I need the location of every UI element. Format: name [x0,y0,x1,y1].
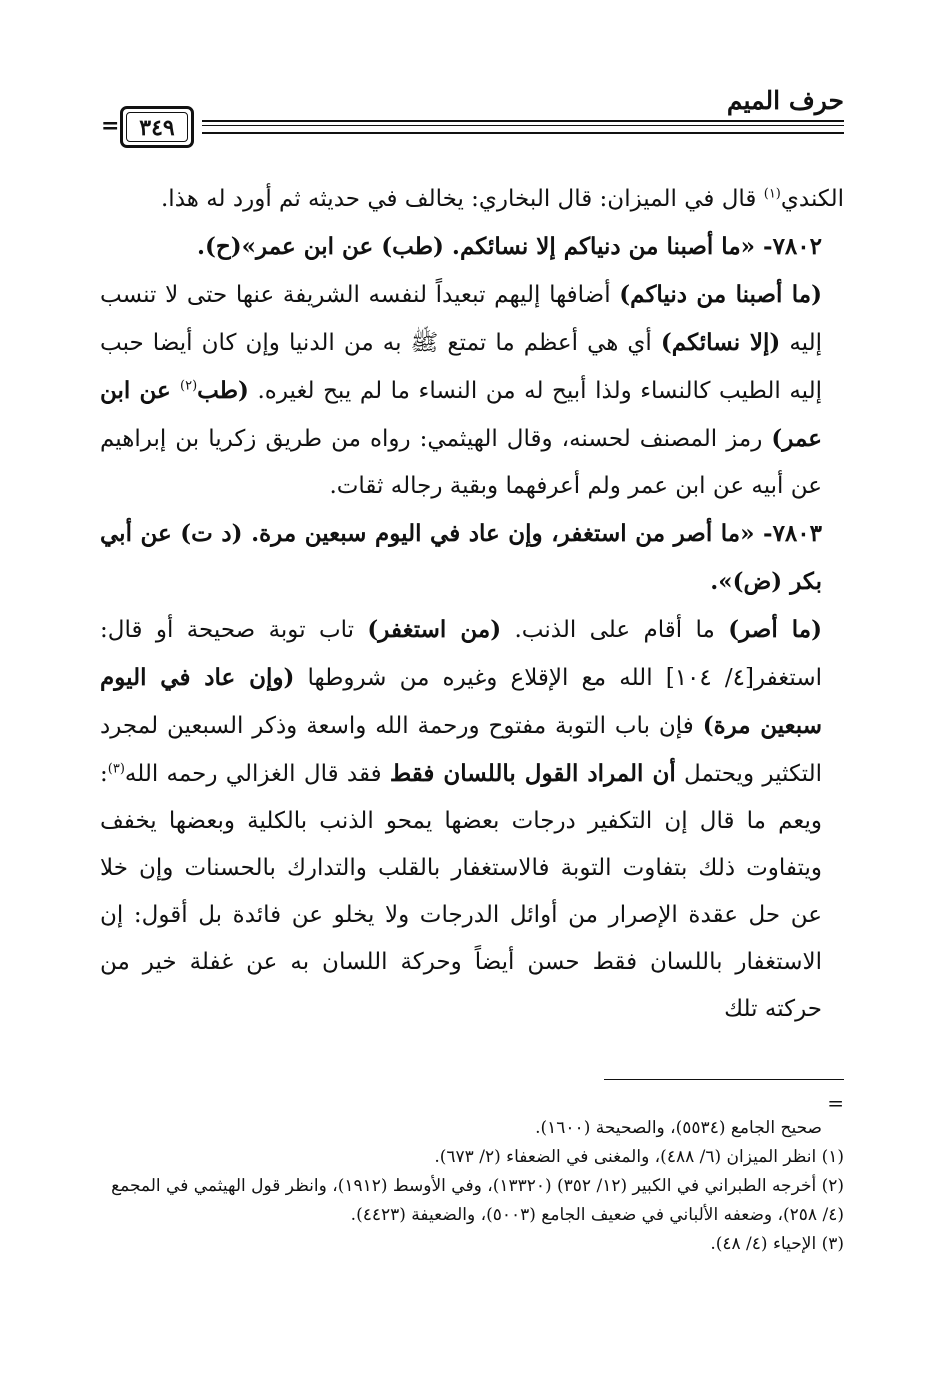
quoted-phrase: أن المراد القول باللسان فقط [389,760,676,787]
quoted-phrase: (إلا نسائكم) [660,329,781,356]
text-run: أي هي أعظم ما تمتع ﷺ به من الدنيا وإن كان أيضا حبب إليه الطيب كالنساء ولذا أبيح له من النساء ما لم يبح لغيره. [100,330,822,404]
text-run: ما أقام على الذنب. [501,617,729,643]
hadith-text: ٧٨٠٣- «ما أصر من استغفر، وإن عاد في اليوم سبعين مرة. (د ت) عن أبي بكر (ض)». [100,520,822,595]
hadith-7802 [100,223,844,271]
quoted-phrase: (وإن عاد في اليوم سبعين مرة) [100,664,822,739]
quoted-phrase: (من استغفر) [367,616,502,643]
paragraph-continuation [100,176,844,223]
footnote-ref-2: (٢) [180,378,198,394]
text-run: فقد قال الغزالي رحمه الله [124,761,390,787]
quoted-phrase: (ما أصبنا من دنياكم) [619,281,822,308]
header-rule [202,120,844,134]
footnote-continuation: صحيح الجامع (٥٥٣٤)، والصحيحة (١٦٠٠). [535,1118,822,1138]
footnote-1: (١) انظر الميزان (٦/ ٤٨٨)، والمغنى في الضعفاء (٢/ ٦٧٣). [434,1147,844,1167]
text-run: فإن باب التوبة مفتوح ورحمة الله واسعة وذكر السبعين لمجرد التكثير ويحتمل [100,713,822,787]
footnote-separator [604,1079,844,1080]
footnote-ref-3: (٣) [107,761,125,777]
quoted-phrase: (طب [197,377,249,404]
footnote-2: (٢) أخرجه الطبراني في الكبير (١٢/ ٣٥٢) (١٣٣٢٠)، وفي الأوسط (١٩١٢)، وانظر قول الهيثمي في المجمع (٤/ ٢٥٨)، وضعفه الألباني في ضعيف الجامع (٥٠٠٣)، والضعيفة (٤٤٢٣). [111,1176,844,1225]
text-run: قال في الميزان: قال البخاري: يخالف في حديثه ثم أورد له هذا. [161,186,764,212]
footnote-continuation-mark: = [827,1091,844,1115]
text-run: أضافها إليهم تبعيداً لنفسه الشريفة عنها حتى لا تنسب إليه [100,282,822,356]
commentary-7803 [100,606,844,1033]
quoted-phrase: (ما أصر) [728,616,822,643]
text-run: الكندي [780,186,844,212]
quoted-phrase: عن ابن عمر) [100,377,822,452]
footnotes [100,1092,844,1259]
commentary-7802 [100,271,844,510]
text-run: تاب توبة صحيحة أو قال: استغفر[٤/ ١٠٤] الله مع الإقلاع وغيره من شروطها [100,617,822,691]
running-title: حرف الميم [726,86,844,115]
main-text [100,176,844,1033]
footnote-3: (٣) الإحياء (٤/ ٤٨). [710,1234,844,1254]
text-run: : ويعم ما قال إن التكفير درجات بعضها يمحو الذنب بالكلية وبعضها يخفف ويتفاوت ذلك بتفاوت التوبة فالاستغفار بالقلب والتدارك بالحسنات وإن خلا عن حل عقدة الإصرار من أوائل الدرجات ولا يخلو عن فائدة بل أقول: إن الاستغفار باللسان فقط حسن أيضاً وحركة اللسان به عن غفلة خير من حركته تلك [100,761,822,1022]
hadith-7803 [100,510,844,606]
header-continuation-mark: = [101,113,120,139]
hadith-text: ٧٨٠٢- «ما أصبنا من دنياكم إلا نسائكم. (طب) عن ابن عمر»(ح). [197,233,822,260]
page-number-frame [120,106,194,148]
page-number: ٣٤٩ [139,115,175,141]
text-run: رمز المصنف لحسنه، وقال الهيثمي: رواه من طريق زكريا بن إبراهيم عن أبيه عن ابن عمر ولم أعرفهما وبقية رجاله ثقات. [100,426,822,499]
footnote-ref-1: (١) [763,186,781,202]
